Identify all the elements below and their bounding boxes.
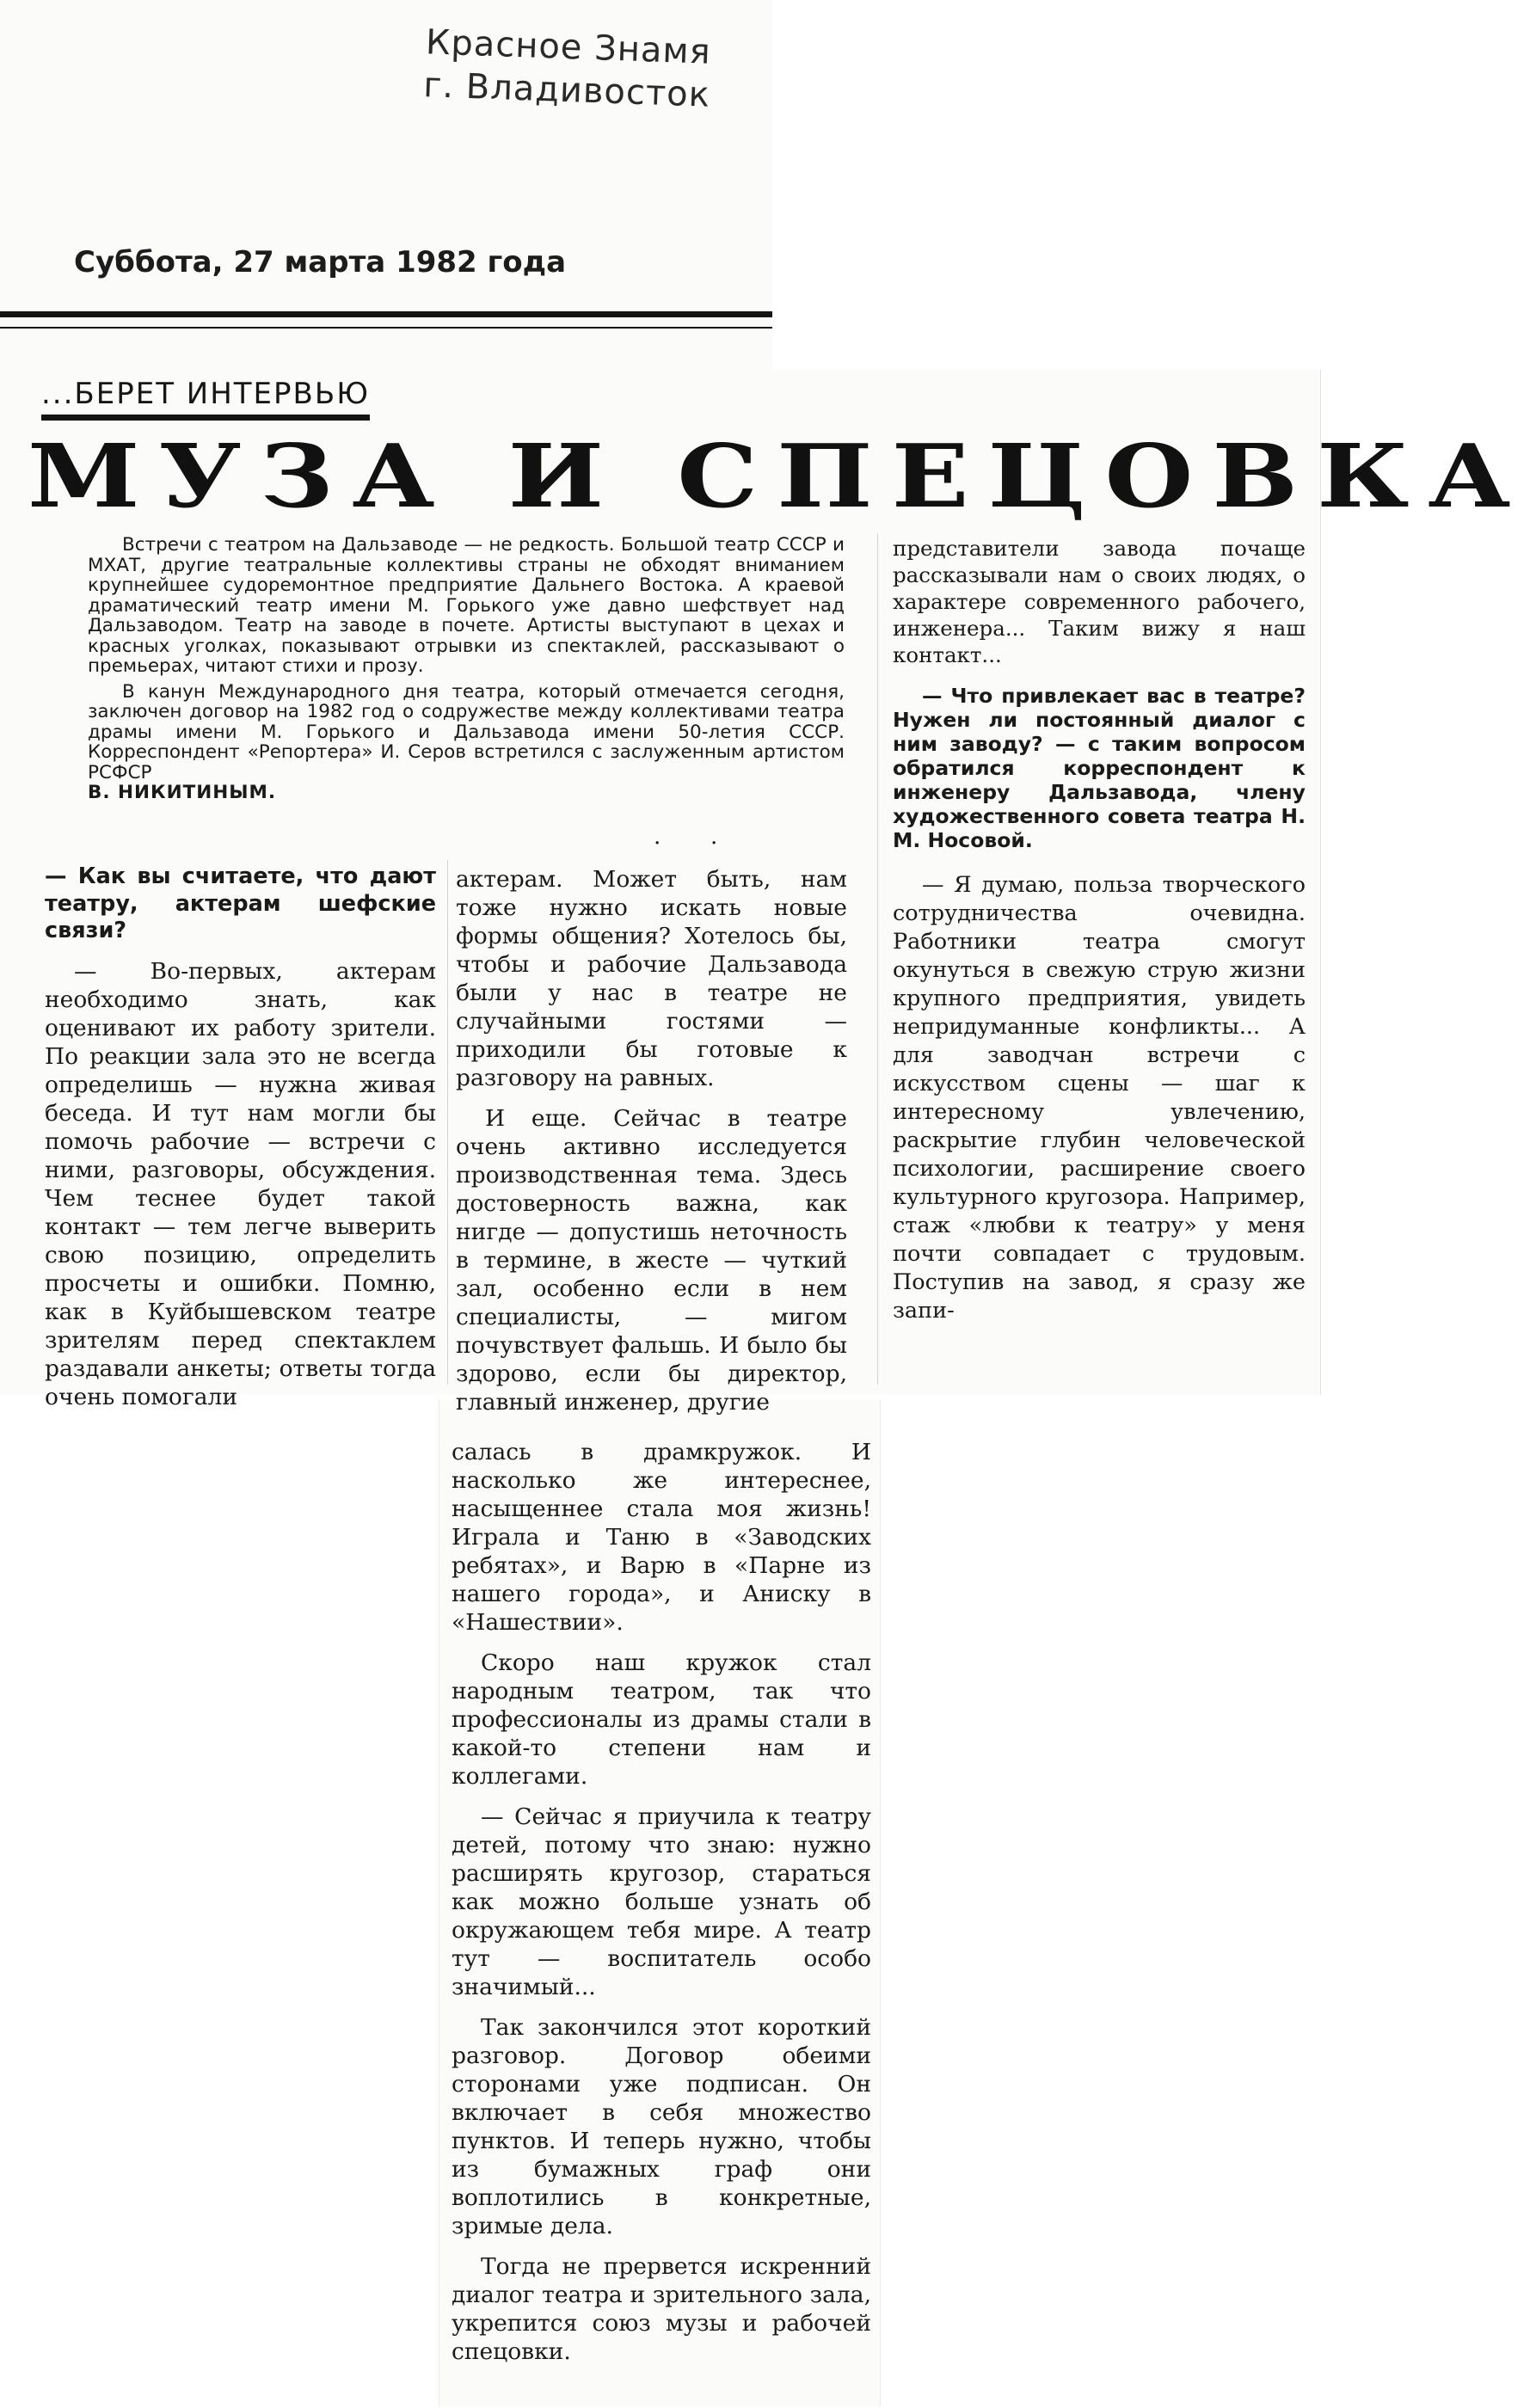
column-paragraph: Тогда не прервется искренний диалог театра и зрительного зала, укрепится союз музы и рабочей спецовки. [452, 2253, 871, 2365]
lead-paragraph: Встречи с театром на Дальзаводе — не редкость. Большой театр СССР и МХАТ, другие театральные коллективы страны не обходят вниманием крупнейшее судоремонтное предприятие Дальнего Востока. А краевой драматический театр имени М. Горького уже давно шефствует над Дальзаводом. Театр на заводе в почете. Артисты выступают в цехах и красных уголках, показывают отрывки из спектаклей, рассказывают о премьерах, читают стихи и прозу. [88, 534, 845, 677]
newspaper-stamp [377, 19, 758, 118]
lead-byline: В. НИКИТИНЫМ. [88, 782, 277, 803]
decorative-dot: . [710, 824, 718, 850]
rubric-kicker: ...БЕРЕТ ИНТЕРВЬЮ [41, 377, 370, 421]
masthead-rule-thick [0, 311, 772, 317]
column-divider [877, 533, 878, 1385]
article-headline: МУЗА И СПЕЦОВКА [28, 424, 1530, 528]
column-1 [45, 863, 436, 1420]
stamp-city: г. Владивосток [422, 65, 711, 115]
interview-answer: — Во-первых, актерам необходимо знать, как оценивают их работу зрители. По реакции зала это не всегда определишь — нужна живая беседа. И тут нам могли бы помочь рабочие — встречи с ними, разговоры, обсуждения. Чем теснее будет такой контакт — тем легче выверить свою позицию, определить просчеты и ошибки. Помню, как в Куйбышевском театре зрителям перед спектаклем раздавали анкеты; ответы тогда очень помогали [45, 957, 436, 1410]
column-3 [893, 535, 1306, 1334]
column-paragraph: — Сейчас я приучила к театру детей, потому что знаю: нужно расширять кругозор, стараться как можно больше узнать об окружающем тебя мире. А театр тут — воспитатель особо значимый... [452, 1803, 871, 2000]
interview-question: — Что привлекает вас в театре? Нужен ли постоянный диалог с ним заводу? — с таким вопросом обратился корреспондент к инженеру Дальзавода, члену художественного совета театра Н. М. Носовой. [893, 684, 1306, 852]
masthead-clipping [0, 0, 772, 370]
column-paragraph: И еще. Сейчас в театре очень активно исследуется производственная тема. Здесь достоверность важна, как нигде — допустишь неточность в термине, в жесте — чуткий зал, особенно если в нем специалисты, — мигом почувствует фальшь. И было бы здорово, если бы директор, главный инженер, другие [456, 1105, 847, 1416]
column-2 [456, 865, 847, 1425]
column-paragraph: Скоро наш кружок стал народным театром, так что профессионалы из драмы стали в какой-то степени нам и коллегами. [452, 1649, 871, 1790]
column-paragraph: Так закончился этот короткий разговор. Договор обеими сторонами уже подписан. Он включает в себя множество пунктов. И теперь нужно, чтобы из бумажных граф они воплотились в конкретные, зримые дела. [452, 2014, 871, 2239]
interview-question: — Как вы считаете, что дают театру, актерам шефские связи? [45, 863, 436, 943]
lead-paragraph: В канун Международного дня театра, который отмечается сегодня, заключен договор на 1982 год о содружестве между коллективами театра драмы имени М. Горького и Дальзавода имени 50-летия СССР. Корреспондент «Репортера» И. Серов встретился с заслуженным артистом РСФСР [88, 680, 845, 783]
issue-date: Суббота, 27 марта 1982 года [74, 245, 567, 280]
column-paragraph: представители завода почаще рассказывали нам о своих людях, о характере современного рабочего, инженера... Таким вижу я наш контакт... [893, 536, 1306, 667]
column-paragraph: актерам. Может быть, нам тоже нужно искать новые формы общения? Хотелось бы, чтобы и рабочие Дальзавода были у нас в театре не случайными гостями — приходили бы готовые к разговору на равных. [456, 866, 847, 1091]
stamp-newspaper-name: Красное Знамя [425, 22, 712, 72]
column-4 [452, 1438, 871, 2374]
masthead-rule-thin [0, 327, 772, 329]
article-lead [88, 535, 845, 808]
column-paragraph: салась в драмкружок. И насколько же интереснее, насыщеннее стала моя жизнь! Играла и Таню в «Заводских ребятах», и Варю в «Парне из нашего города», и Аниску в «Нашествии». [452, 1439, 871, 1636]
interview-answer: — Я думаю, польза творческого сотрудничества очевидна. Работники театра смогут окунуться в свежую струю жизни крупного предприятия, увидеть непридуманные конфликты... А для заводчан встречи с искусством сцены — шаг к интересному увлечению, раскрытие глубин человеческой психологии, расширение своего культурного кругозора. Например, стаж «любви к театру» у меня почти совпадает с трудовым. Поступив на завод, я сразу же запи- [893, 872, 1306, 1324]
decorative-dot: . [654, 824, 661, 850]
column-divider [447, 860, 448, 1385]
